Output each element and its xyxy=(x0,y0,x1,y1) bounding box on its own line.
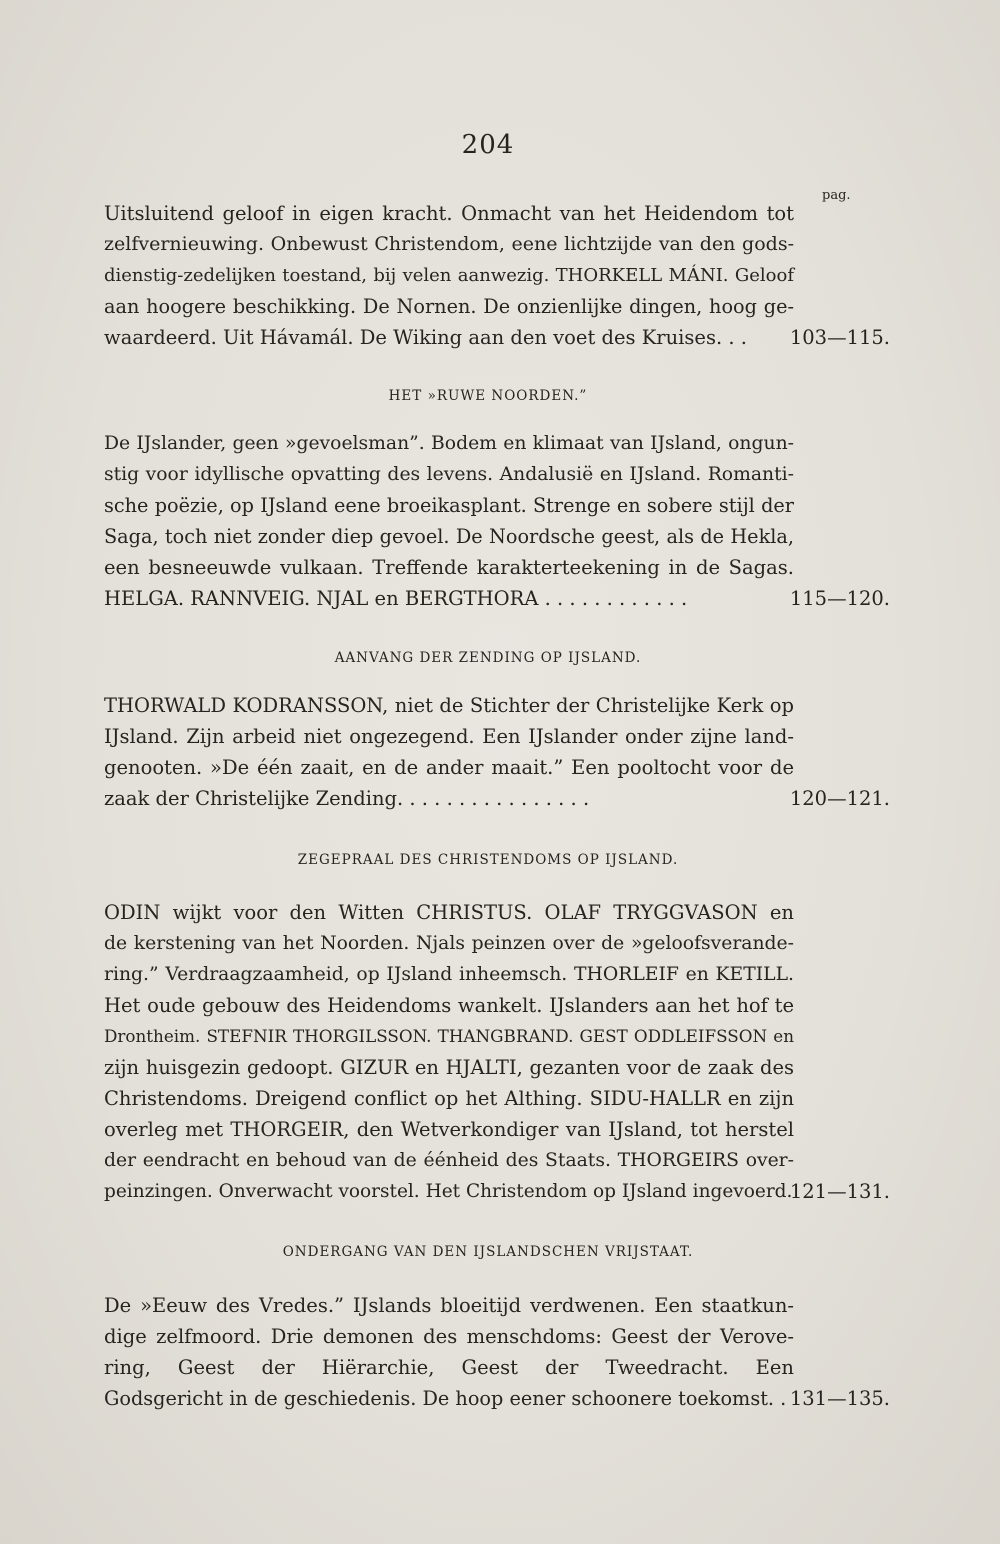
entry-line: stig voor idyllische opvatting des levens. Andalusië en IJsland. Romanti- xyxy=(104,464,794,485)
entry-line: De »Eeuw des Vredes.” IJslands bloeitijd verdwenen. Een staatkun- xyxy=(104,1294,794,1317)
entry-line: aan hoogere beschikking. De Nornen. De onzienlijke dingen, hoog ge- xyxy=(104,295,794,318)
entry-line: HELGA. RANNVEIG. NJAL en BERGTHORA . . . . . . . . . . . . xyxy=(104,587,688,610)
entry-line: Het oude gebouw des Heidendoms wankelt. IJslanders aan het hof te xyxy=(104,994,794,1017)
entry-line: Drontheim. STEFNIR THORGILSSON. THANGBRAND. GEST ODDLEIFSSON en xyxy=(104,1026,794,1046)
entry-line: dienstig-zedelijken toestand, bij velen aanwezig. THORKELL MÁNI. Geloof xyxy=(104,265,794,286)
page-range: 115—120. xyxy=(789,587,890,610)
entry-line: sche poëzie, op IJsland eene broeikasplant. Strenge en sobere stijl der xyxy=(104,494,794,517)
toc-entry-ruwe-noorden xyxy=(104,428,794,614)
page-range: 131—135. xyxy=(789,1387,890,1410)
entry-line: overleg met THORGEIR, den Wetverkondiger van IJsland, tot herstel xyxy=(104,1118,794,1141)
toc-entry-ondergang xyxy=(104,1290,794,1414)
entry-line: De IJslander, geen »gevoelsman”. Bodem en klimaat van IJsland, ongun- xyxy=(104,433,794,454)
entry-line: ODIN wijkt voor den Witten CHRISTUS. OLAF TRYGGVASON en xyxy=(104,901,794,924)
pag-column-label: pag. xyxy=(822,188,851,203)
entry-line: zelfvernieuwing. Onbewust Christendom, eene lichtzijde van den gods- xyxy=(104,233,794,255)
page-range: 120—121. xyxy=(789,787,890,810)
entry-line: Godsgericht in de geschiedenis. De hoop eener schoonere toekomst. . xyxy=(104,1387,787,1410)
toc-entry-zegepraal xyxy=(104,897,794,1207)
section-heading: ZEGEPRAAL DES CHRISTENDOMS OP IJSLAND. xyxy=(297,852,679,868)
entry-line: Christendoms. Dreigend conflict op het Althing. SIDU-HALLR en zijn xyxy=(104,1087,794,1110)
page-number: 204 xyxy=(461,130,515,160)
section-heading: ONDERGANG VAN DEN IJSLANDSCHEN VRIJSTAAT. xyxy=(282,1244,694,1260)
entry-line: ring, Geest der Hiërarchie, Geest der Tweedracht. Een xyxy=(104,1356,794,1379)
entry-line: der eendracht en behoud van de éénheid des Staats. THORGEIRS over- xyxy=(104,1150,794,1171)
entry-line: Uitsluitend geloof in eigen kracht. Onmacht van het Heidendom tot xyxy=(104,202,794,225)
entry-line: IJsland. Zijn arbeid niet ongezegend. Een IJslander onder zijne land- xyxy=(104,725,794,748)
page-range: 121—131. xyxy=(789,1180,890,1203)
page-range: 103—115. xyxy=(789,326,890,349)
section-heading: HET »RUWE NOORDEN.” xyxy=(388,388,588,404)
entry-line: zaak der Christelijke Zending. . . . . . . . . . . . . . . . xyxy=(104,787,590,810)
entry-line: zijn huisgezin gedoopt. GIZUR en HJALTI, gezanten voor de zaak des xyxy=(104,1056,794,1079)
entry-line: een besneeuwde vulkaan. Treffende karakterteekening in de Sagas. xyxy=(104,556,794,579)
entry-line: genooten. »De één zaait, en de ander maait.” Een pooltocht voor de xyxy=(104,756,794,779)
entry-line: de kerstening van het Noorden. Njals peinzen over de »geloofsverande- xyxy=(104,933,794,954)
section-heading: AANVANG DER ZENDING OP IJSLAND. xyxy=(334,650,642,666)
entry-line: waardeerd. Uit Hávamál. De Wiking aan den voet des Kruises. . . xyxy=(104,326,747,349)
toc-entry-aanvang-zending xyxy=(104,690,794,814)
toc-entry-intro xyxy=(104,198,794,353)
entry-line: peinzingen. Onverwacht voorstel. Het Christendom op IJsland ingevoerd. xyxy=(104,1181,793,1202)
entry-line: THORWALD KODRANSSON, niet de Stichter der Christelijke Kerk op xyxy=(104,694,794,717)
entry-line: ring.” Verdraagzaamheid, op IJsland inheemsch. THORLEIF en KETILL. xyxy=(104,964,794,985)
entry-line: Saga, toch niet zonder diep gevoel. De Noordsche geest, als de Hekla, xyxy=(104,525,794,548)
entry-line: dige zelfmoord. Drie demonen des menschdoms: Geest der Verove- xyxy=(104,1325,794,1348)
